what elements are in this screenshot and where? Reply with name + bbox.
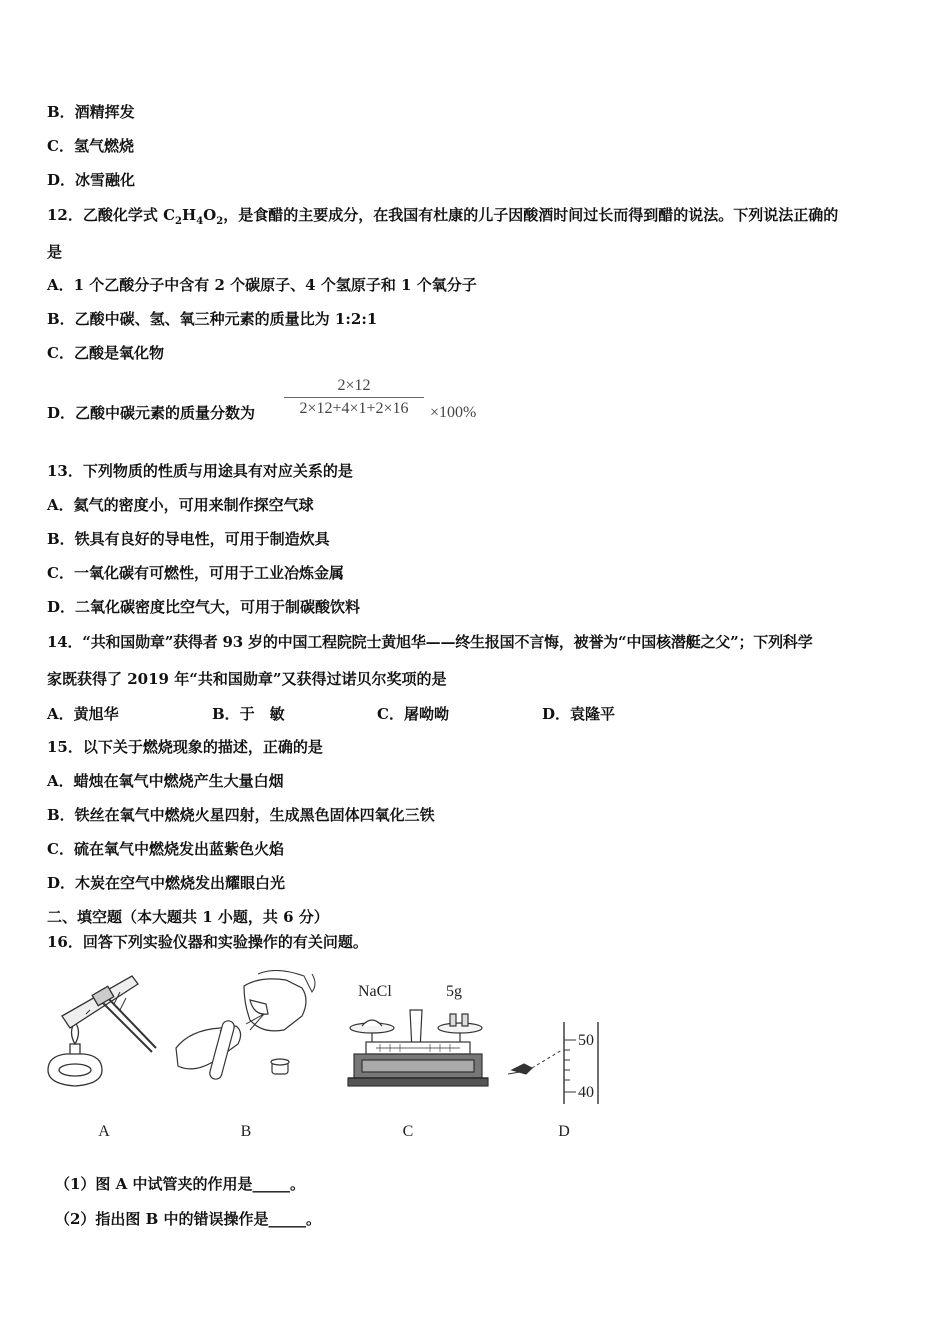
q15-option-b: B．铁丝在氧气中燃烧火星四射，生成黑色固体四氧化三铁 xyxy=(47,806,435,824)
fraction-numerator: 2×12 xyxy=(284,377,424,398)
q15-option-c: C．硫在氧气中燃烧发出蓝紫色火焰 xyxy=(47,840,284,858)
q16-stem: 16．回答下列实验仪器和实验操作的有关问题。 xyxy=(47,933,368,951)
figure-label-d: D xyxy=(558,1123,570,1140)
fraction-percent: ×100% xyxy=(430,404,477,421)
q15-option-d: D．木炭在空气中燃烧发出耀眼白光 xyxy=(47,874,286,892)
figure-d-cylinder xyxy=(508,1022,598,1104)
figure-d-mark-bottom: 40 xyxy=(578,1084,594,1101)
q13-stem: 13．下列物质的性质与用途具有对应关系的是 xyxy=(47,462,353,480)
q12-stem-line2: 是 xyxy=(47,243,63,261)
q14-option-d: D．袁隆平 xyxy=(542,705,616,723)
q15-option-a: A．蜡烛在氧气中燃烧产生大量白烟 xyxy=(47,772,284,790)
q13-option-b: B．铁具有良好的导电性，可用于制造炊具 xyxy=(47,530,330,548)
q12-stem: 12．乙酸化学式 $C_2H_4O_2$，是食醋的主要成分，在我国有杜康的儿子因酸酒时间过长而得到醋的说法。下列说法正确的 xyxy=(47,206,839,227)
q11-option-b: B．酒精挥发 xyxy=(47,103,135,121)
section-title: 二、填空题（本大题共 1 小题，共 6 分） xyxy=(47,908,329,926)
q15-stem: 15．以下关于燃烧现象的描述，正确的是 xyxy=(47,738,323,756)
fraction-denominator: 2×12+4×1+2×16 xyxy=(299,400,409,417)
figure-c-balance xyxy=(348,983,488,1086)
figure-d-mark-top: 50 xyxy=(578,1032,594,1049)
q13-option-a: A．氦气的密度小，可用来制作探空气球 xyxy=(47,496,314,514)
figure-b-pouring xyxy=(176,970,315,1080)
q14-stem: 14．“共和国勋章”获得者 93 岁的中国工程院院士黄旭华——终生报国不言悔，被誉为“中国核潜艇之父”；下列科学 xyxy=(47,633,813,651)
figure-label-a: A xyxy=(98,1123,110,1140)
figure-c-nacl-label: NaCl xyxy=(358,983,392,1000)
q13-option-d: D．二氧化碳密度比空气大，可用于制碳酸饮料 xyxy=(47,598,361,616)
q11-option-d: D．冰雪融化 xyxy=(47,171,136,189)
q11-option-c: C．氢气燃烧 xyxy=(47,137,134,155)
q12-option-b: B．乙酸中碳、氢、氧三种元素的质量比为 1:2:1 xyxy=(47,310,378,328)
figure-label-c: C xyxy=(402,1123,414,1140)
q14-option-c: C．屠呦呦 xyxy=(377,705,449,723)
lab-figures xyxy=(40,970,620,1150)
q16-sub1: （1）图 A 中试管夹的作用是_____。 xyxy=(55,1175,306,1193)
q12-option-d: D．乙酸中碳元素的质量分数为 xyxy=(47,404,256,422)
figure-label-b: B xyxy=(240,1123,252,1140)
figure-c-weight-label: 5g xyxy=(446,983,462,1000)
q16-sub2: （2）指出图 B 中的错误操作是_____。 xyxy=(55,1210,322,1228)
q12-option-a: A．1 个乙酸分子中含有 2 个碳原子、4 个氢原子和 1 个氧分子 xyxy=(47,276,477,294)
figure-a-heating xyxy=(48,976,156,1086)
mass-fraction-formula xyxy=(284,377,424,418)
q13-option-c: C．一氧化碳有可燃性，可用于工业冶炼金属 xyxy=(47,564,344,582)
q14-option-b: B．于 敏 xyxy=(212,705,285,723)
q12-option-c: C．乙酸是氧化物 xyxy=(47,344,164,362)
q14-option-a: A．黄旭华 xyxy=(47,705,119,723)
q14-stem-line2: 家既获得了 2019 年“共和国勋章”又获得过诺贝尔奖项的是 xyxy=(47,670,447,688)
